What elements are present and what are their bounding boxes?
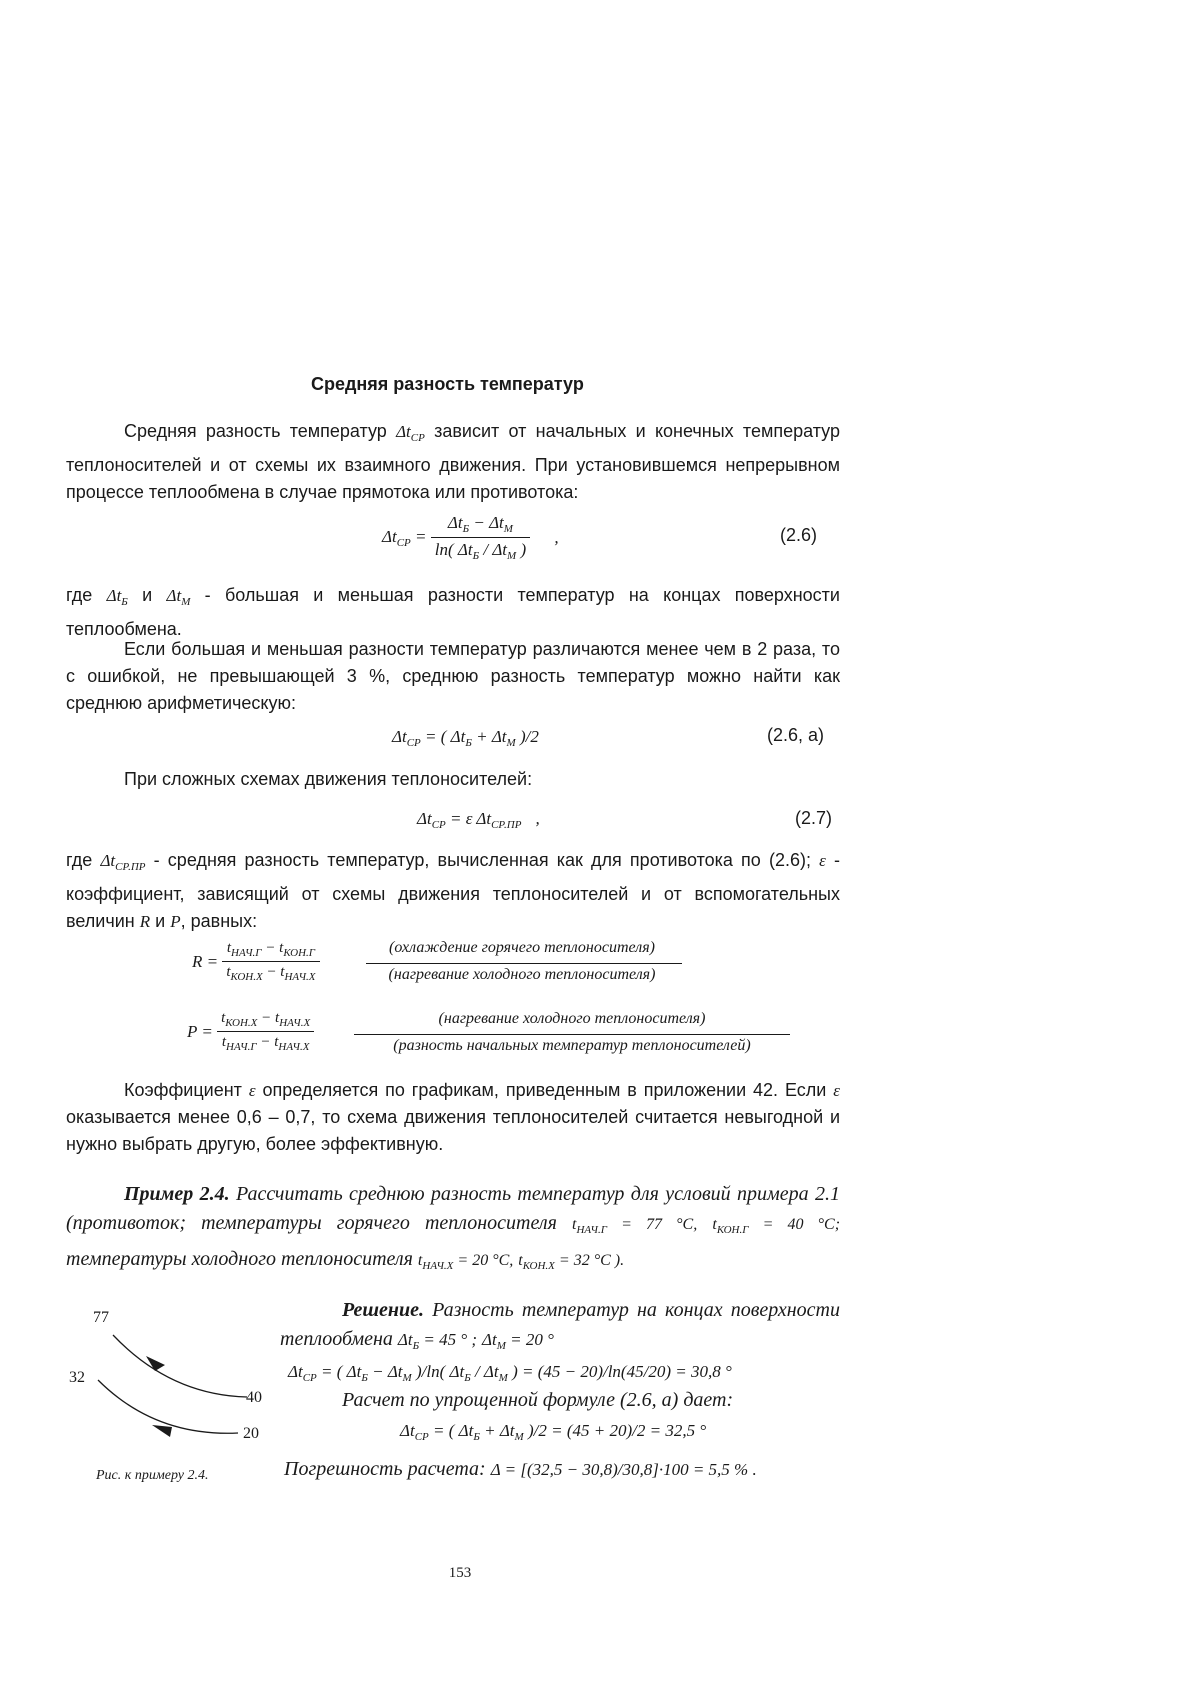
solution-line-3: Расчет по упрощенной формуле (2.6, а) дает: [342,1389,734,1411]
p-formula: P = $\frac{t_{КОН.Х} - t_{НАЧ.Х}}{t_{НАЧ.Г} - t_{НАЧ.Х}}$ [187,1010,314,1053]
r-note-fraction-line [366,963,682,964]
solution-text: Решение. Разность температур на концах поверхности теплообмена $\Delta t_Б = 45$ ° ; $\Delta t_М = 20$ ° [280,1299,840,1352]
equation-2-6-number: (2.6) [780,525,818,545]
label-40: 40 [246,1389,262,1406]
paragraph-4: Коэффициент ε определяется по графикам, приведенным в приложении 42. Если ε оказывается менее 0,6 – 0,7, то схема движения теплоносителей считается невыгодной и нужно выбрать другую, более эффективную. [66,1080,840,1154]
cold-stream-arrow [152,1425,172,1437]
solution-calc-1: $\Delta t_{СР}$ = ( $\Delta t_Б - \Delta t_М$ )/ln( $\Delta t_Б / \Delta t_М$ ) = (45 − 20)/ln(45/20) = 30,8 ° [288,1362,732,1384]
p-note-denominator: (разность начальных температур теплоносителей) [393,1037,751,1054]
p-note-numerator: (нагревание холодного теплоносителя) [438,1010,706,1027]
paragraph-2: Если большая и меньшая разности температур различаются менее чем в 2 раза, то с ошибкой, не превышающей 3 %, среднюю разность температур можно найти как среднюю арифметическую: [66,639,840,713]
label-32: 32 [69,1369,85,1386]
where-paragraph-1: где $\Delta t_Б$ и $\Delta t_М$ - большая и меньшая разности температур на концах поверхности теплообмена. [66,585,840,639]
solution-label: Решение. [342,1299,425,1321]
figure-example-2-4 [60,1305,275,1485]
equation-2-7: $\Delta t_{СР} = \varepsilon$ $\Delta t_{СР.ПР}$ , [417,809,540,831]
equation-2-6: $\Delta t_{СР}$ = $\frac{\Delta t_Б - \Delta t_М}{\ln( \Delta t_Б / \Delta t_М )}$ , [382,513,559,562]
example-label: Пример 2.4. [124,1183,230,1205]
page-number: 153 [448,1565,472,1581]
hot-stream-curve [113,1335,247,1397]
intro-paragraph [66,418,840,506]
paragraph-3: При сложных схемах движения теплоносителей: [124,769,533,789]
p-note-fraction-line [354,1034,790,1035]
label-20: 20 [243,1425,259,1442]
equation-2-6-a: $\Delta t_{СР}$ = ( $\Delta t_Б + \Delta t_М$ )/2 [392,727,539,749]
r-note-numerator: (охлаждение горячего теплоносителя) [389,939,655,956]
intro-text-start: Средняя разность температур [124,421,387,441]
where-paragraph-2: где $\Delta t_{СР.ПР}$ - средняя разность температур, вычисленная как для противотока по (2.6); ε - коэффициент, зависящий от схемы движения теплоносителей и от вспомогательных величин R и P, равных: [66,850,840,931]
solution-line-5: Погрешность расчета: Δ = [(32,5 − 30,8)/30,8]·100 = 5,5 % . [284,1458,757,1480]
cold-stream-curve [98,1380,238,1433]
equation-2-6-a-number: (2.6, а) [767,725,825,745]
r-note-denominator: (нагревание холодного теплоносителя) [388,966,656,983]
counterflow-diagram [60,1305,275,1485]
r-formula: R = $\frac{t_{НАЧ.Г} - t_{КОН.Г}}{t_{КОН.Х} - t_{НАЧ.Х}}$ [192,940,320,983]
example-2-4: Пример 2.4. Рассчитать среднюю разность температур для условий примера 2.1 (противоток; температуры горячего теплоносителя $t_{НАЧ.Г} = 77$ °C, $t_{КОН.Г} = 40$ °C; температуры холодного теплоносителя $t_{НАЧ.Х} = 20$ °C, $t_{КОН.Х} = 32$ °C ). [66,1183,841,1272]
intro-symbol: $\Delta t_{СР}$ [396,422,425,444]
figure-caption: Рис. к примеру 2.4. [96,1468,209,1483]
solution-calc-2: $\Delta t_{СР}$ = ( $\Delta t_Б + \Delta t_М$ )/2 = (45 + 20)/2 = 32,5 ° [400,1421,707,1443]
section-title: Средняя разность температур [311,374,584,394]
label-77: 77 [93,1309,109,1326]
hot-stream-arrow [146,1356,165,1371]
intro-text-end: зависит от начальных и конечных температур теплоносителей и от схемы их взаимного движения. При установившемся непрерывном процессе теплообмена в случае прямотока или противотока: [66,421,840,502]
equation-2-7-number: (2.7) [795,808,833,828]
